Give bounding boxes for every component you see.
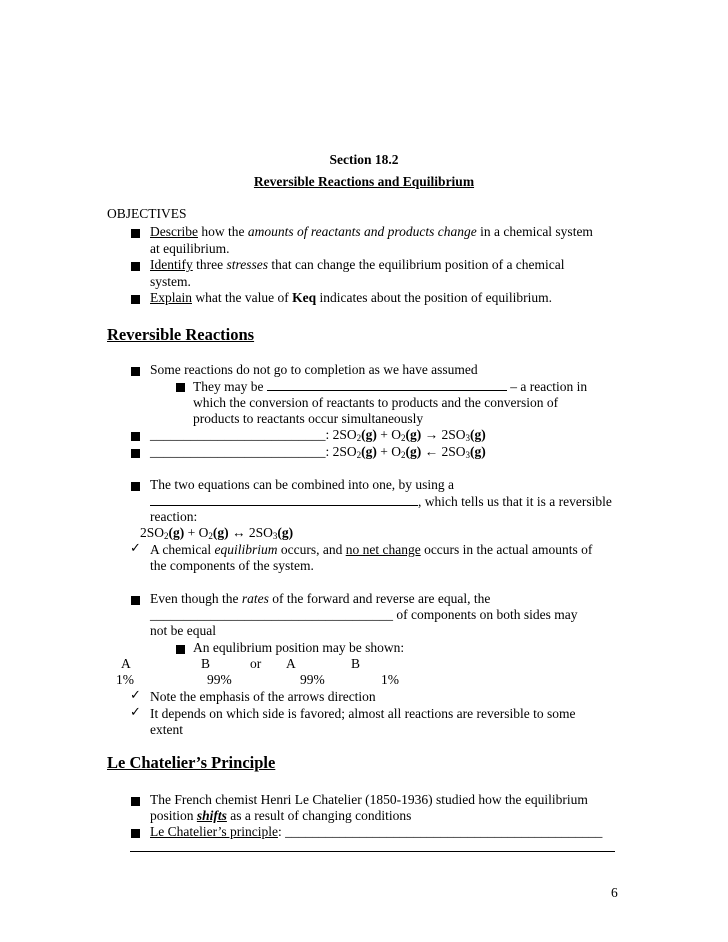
- sub-bullet-pre: They may be: [193, 379, 267, 394]
- forward-blank[interactable]: __________________________: [150, 427, 326, 442]
- keq-k: K: [292, 290, 303, 305]
- principle-blank[interactable]: _______________________________________________: [285, 824, 603, 839]
- objective-2: [150, 257, 565, 274]
- page-number: 6: [611, 885, 618, 900]
- square-bullet-icon: [131, 367, 140, 376]
- c1-emphasis: equilibrium: [214, 542, 278, 557]
- position-a2: A: [286, 656, 296, 671]
- square-bullet-icon: [131, 229, 140, 238]
- arrows-note: Note the emphasis of the arrows direction: [150, 689, 376, 704]
- c1-underline: no net change: [345, 542, 421, 557]
- objectives-label: OBJECTIVES: [107, 206, 187, 221]
- rates-bullet-l3: not be equal: [150, 623, 216, 638]
- square-bullet-icon: [131, 449, 140, 458]
- principle-colon: :: [277, 824, 286, 839]
- forward-reaction-line[interactable]: __________________________: $2SO_2(g) + O_2(g) \to 2SO_3(g)$: [150, 427, 486, 443]
- square-bullet-icon: [131, 262, 140, 271]
- combined-eq-l2: [150, 493, 612, 511]
- square-bullet-icon: [131, 295, 140, 304]
- eq-prefix: : 2SO: [325, 427, 357, 442]
- reversible-sub-bullet-l2: which the conversion of reactants to products and the conversion of: [193, 395, 559, 410]
- position-a1: A: [121, 656, 131, 671]
- principle-label: Le Chatelier’s principle: [150, 824, 278, 839]
- square-bullet-icon: [131, 482, 140, 491]
- page-title: Reversible Reactions and Equilibrium: [253, 174, 475, 189]
- rates-bullet-l2: [150, 607, 577, 624]
- combined-eq-l2-post: , which tells us that it is a reversible: [418, 494, 612, 509]
- objective-2-line2: system.: [150, 274, 191, 289]
- b5-pre: Even though the: [150, 591, 242, 606]
- c1-post: occurs in the actual amounts of: [420, 542, 593, 557]
- objective-1: [150, 224, 593, 241]
- combined-eq-l1: The two equations can be combined into one, by using a: [150, 477, 455, 492]
- reversible-bullet-1: Some reactions do not go to completion as we have assumed: [150, 362, 478, 377]
- rates-bullet: [150, 591, 490, 608]
- objective-3-pre: what the value of: [192, 290, 293, 305]
- objective-1-post: in a chemical system: [476, 224, 593, 239]
- objective-2-verb: Identify: [150, 257, 193, 272]
- answer-rule[interactable]: [130, 851, 615, 852]
- square-bullet-icon: [131, 432, 140, 441]
- objective-3-verb: Explain: [150, 290, 192, 305]
- lechatelier-bullet-1: The French chemist Henri Le Chatelier (1850-1936) studied how the equilibrium: [150, 792, 588, 807]
- square-bullet-icon: [176, 383, 185, 392]
- reverse-blank[interactable]: __________________________: [150, 444, 326, 459]
- position-or: or: [250, 656, 262, 671]
- square-bullet-icon: [131, 797, 140, 806]
- c1-mid: occurs, and: [277, 542, 346, 557]
- percent-1: 1%: [116, 672, 134, 687]
- rates-blank[interactable]: ____________________________________: [150, 607, 393, 622]
- lc-l2-post: as a result of changing conditions: [226, 808, 412, 823]
- percent-2: 99%: [207, 672, 232, 687]
- percent-4: 1%: [381, 672, 399, 687]
- section-number: Section 18.2: [329, 152, 399, 167]
- lc-l2-emphasis: shifts: [196, 808, 227, 823]
- square-bullet-icon: [176, 645, 185, 654]
- c1-pre: A chemical: [150, 542, 215, 557]
- objective-1-pre: how the: [197, 224, 248, 239]
- reverse-reaction-line[interactable]: __________________________: $2SO_2(g) + O_2(g)$ ← $2SO_3(g)$: [150, 444, 486, 460]
- reversible-equation: $2SO_2(g) + O_2(g)$ ↔ $2SO_3(g)$: [140, 525, 294, 541]
- objective-1-verb: Describe: [150, 224, 198, 239]
- position-b2: B: [351, 656, 361, 671]
- equilibrium-check-l2: the components of the system.: [150, 558, 314, 573]
- objective-3-post: indicates about the position of equilibrium.: [316, 290, 552, 305]
- favored-note-l1: It depends on which side is favored; almost all reactions are reversible to some: [150, 706, 576, 721]
- objective-1-emphasis: amounts of reactants and products change: [247, 224, 477, 239]
- answer-blank[interactable]: [267, 378, 507, 391]
- objective-1-line2: at equilibrium.: [150, 241, 230, 256]
- lechatelier-principle: [150, 824, 602, 841]
- favored-note-l2: extent: [150, 722, 183, 737]
- reversible-heading: Reversible Reactions: [107, 325, 255, 344]
- checkmark-icon: ✓: [130, 688, 141, 703]
- lechatelier-bullet-1-l2: [150, 808, 411, 825]
- objective-2-pre: three: [192, 257, 227, 272]
- equilibrium-check: [150, 542, 592, 559]
- objective-2-post: that can change the equilibrium position of a chemical: [268, 257, 565, 272]
- eq-prefix: : 2SO: [325, 444, 357, 459]
- keq-sub: eq: [302, 290, 317, 305]
- answer-blank[interactable]: [150, 493, 418, 506]
- b5-post: of the forward and reverse are equal, the: [268, 591, 491, 606]
- objective-3: [150, 290, 552, 307]
- position-b1: B: [201, 656, 211, 671]
- reversible-sub-bullet: [193, 378, 587, 396]
- checkmark-icon: ✓: [130, 705, 141, 720]
- checkmark-icon: ✓: [130, 541, 141, 556]
- percent-3: 99%: [300, 672, 325, 687]
- objective-2-emphasis: stresses: [226, 257, 268, 272]
- reversible-sub-bullet-l3: products to reactants occur simultaneously: [193, 411, 424, 426]
- combined-eq-l3: reaction:: [150, 509, 198, 524]
- b5-l2-post: of components on both sides may: [393, 607, 578, 622]
- sub-bullet-post: – a reaction in: [506, 379, 588, 394]
- b5-emphasis: rates: [241, 591, 269, 606]
- lechatelier-heading: Le Chatelier’s Principle: [107, 753, 276, 772]
- equilibrium-position-label: An equlibrium position may be shown:: [193, 640, 405, 655]
- square-bullet-icon: [131, 596, 140, 605]
- square-bullet-icon: [131, 829, 140, 838]
- lc-l2-pre: position: [150, 808, 197, 823]
